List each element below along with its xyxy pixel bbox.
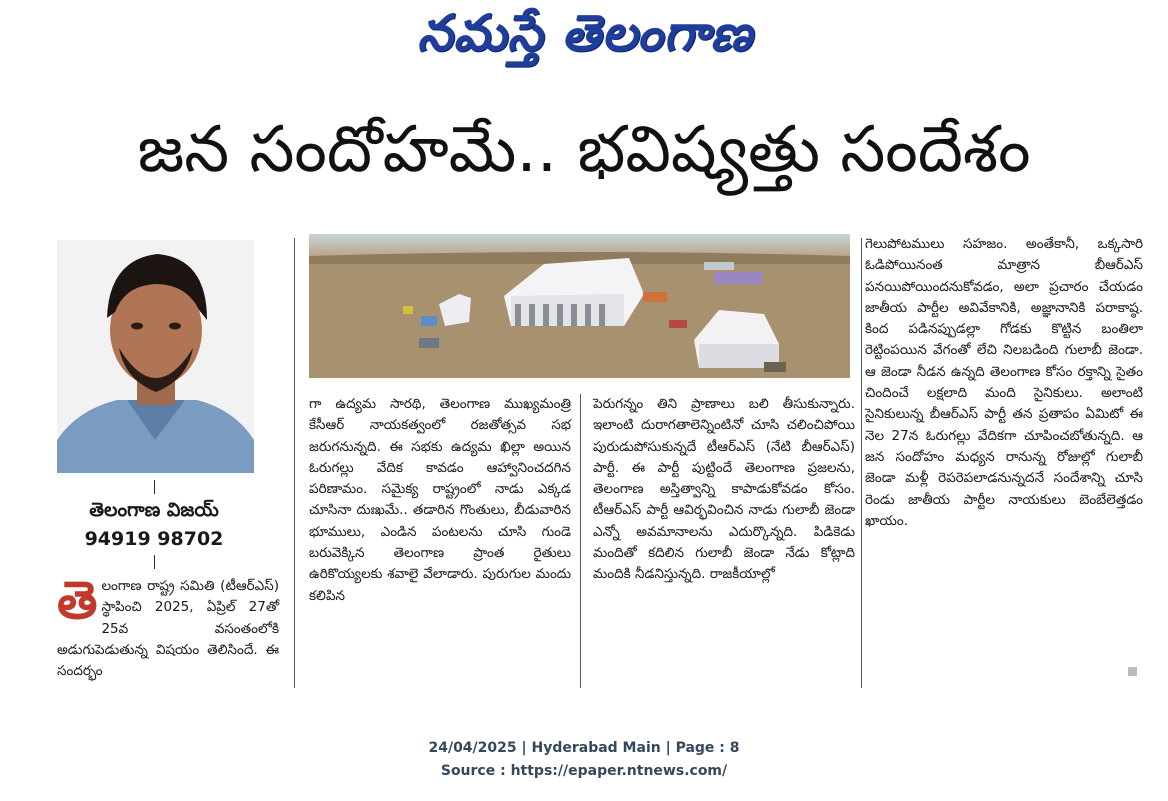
article-column-3 <box>593 394 855 586</box>
article-end-mark <box>1128 667 1137 676</box>
column-rule-3 <box>861 238 862 688</box>
article-column-4 <box>865 234 1143 532</box>
masthead-title: నమస్తే తెలంగాణ <box>417 3 753 62</box>
column-1-text: లంగాణ రాష్ట్ర సమితి (టీఆర్ఎస్) స్థాపించి 2025, ఏప్రిల్ 27తో 25వ వసంతంలోకి అడుగుపెడుతున్న విషయం తెలిసిందే. ఈ సందర్భం <box>57 578 279 680</box>
newspaper-masthead <box>380 3 790 72</box>
column-3-text: పెరుగన్నం తిని ప్రాణాలు బలి తీసుకున్నారు. ఇలాంటి దురాగతాలెన్నింటినో చూసి చలించిపోయి పురుడుపోసుకున్నదే టీఆర్ఎస్ (నేటి బీఆర్ఎస్) పార్టీ. ఈ పార్టీ పుట్టిందే తెలంగాణ ప్రజలను, తెలంగాణ అస్తిత్వాన్ని కాపాడుకోవడం కోసం. టీఆర్ఎస్ పార్టీ ఆవిర్భవించిన నాడు గులాబీ జెండా ఎన్నో అవమానాలను ఎదుర్కొన్నది. పిడికెడు మందితో కదిలిన గులాబీ జెండా నేడు కోట్లాది మందికి నీడనిస్తున్నది. రాజకీయాల్లో <box>593 396 855 583</box>
byline-divider-bottom <box>154 555 155 569</box>
footer-edition-info: 24/04/2025 | Hyderabad Main | Page : 8 <box>428 740 740 756</box>
column-rule-2 <box>580 394 581 688</box>
author-photo <box>57 240 254 473</box>
footer-source-link[interactable]: Source : https://epaper.ntnews.com/ <box>440 763 728 779</box>
author-portrait-image <box>57 240 254 473</box>
byline-divider-top <box>154 480 155 494</box>
column-4-text: గెలుపోటములు సహజం. అంతేకానీ, ఒక్కసారి ఓడిపోయినంత మాత్రాన బీఆర్ఎస్ పనయిపోయిందనుకోవడం, అలా ప్రచారం చేయడం జాతీయ పార్టీల అవివేకానికి, అజ్ఞానానికి పరాకాష్ఠ. కింద పడినప్పుడల్లా గోడకు కొట్టిన బంతిలా రెట్టింపయిన వేగంతో లేచి నిలబడింది గులాబీ జెండా. ఆ జెండా నీడన ఉన్నది తెలంగాణ కోసం రక్తాన్ని సైతం చిందించే లక్షలాది మంది సైనికులు. అలాంటి సైనికులున్న బీఆర్ఎస్ పార్టీ తన ప్రతాపం ఏమిటో ఈ నెల 27న ఓరుగల్లు వేదికగా చూపించబోతున్నది. ఆ జన సందోహం మధ్యన రానున్న రోజుల్లో గులాబీ జెండా మళ్లీ రెపరెపలాడనున్నదనే సందేశాన్ని చూసి రెండు జాతీయ పార్టీల నాయకులు బెంబేలెత్తడం ఖాయం. <box>865 236 1143 529</box>
article-column-1 <box>57 571 279 682</box>
venue-aerial-image <box>309 234 850 378</box>
column-2-text: గా ఉద్యమ సారథి, తెలంగాణ ముఖ్యమంత్రి కేసీఆర్ నాయకత్వంలో రజతోత్సవ సభ జరుగనున్నది. ఈ సభకు ఉద్యమ ఖిల్లా అయిన ఓరుగల్లు వేదిక కావడం ఆహ్వానించదగిన పరిణామం. సమైక్య రాష్ట్రంలో నాడు ఎక్కడ చూసినా దుఃఖమే.. తడారిన గొంతులు, బీడువారిన భూములు, ఎండిన పంటలను చూసి గుండె బరువెక్కిన తెలంగాణ ప్రాంత రైతులు ఉరికొయ్యలకు శవాలై వేలాడారు. పురుగుల మందు కలిపిన <box>309 396 571 604</box>
venue-aerial-photo <box>309 234 850 378</box>
column-rule-1 <box>294 238 295 688</box>
author-phone: 94919 98702 <box>84 528 224 550</box>
article-column-2 <box>309 394 571 607</box>
dropcap: తె <box>57 571 98 631</box>
article-headline: జన సందోహమే.. భవిష్యత్తు సందేశం <box>137 113 1031 187</box>
author-name: తెలంగాణ విజయ్ <box>89 499 219 521</box>
